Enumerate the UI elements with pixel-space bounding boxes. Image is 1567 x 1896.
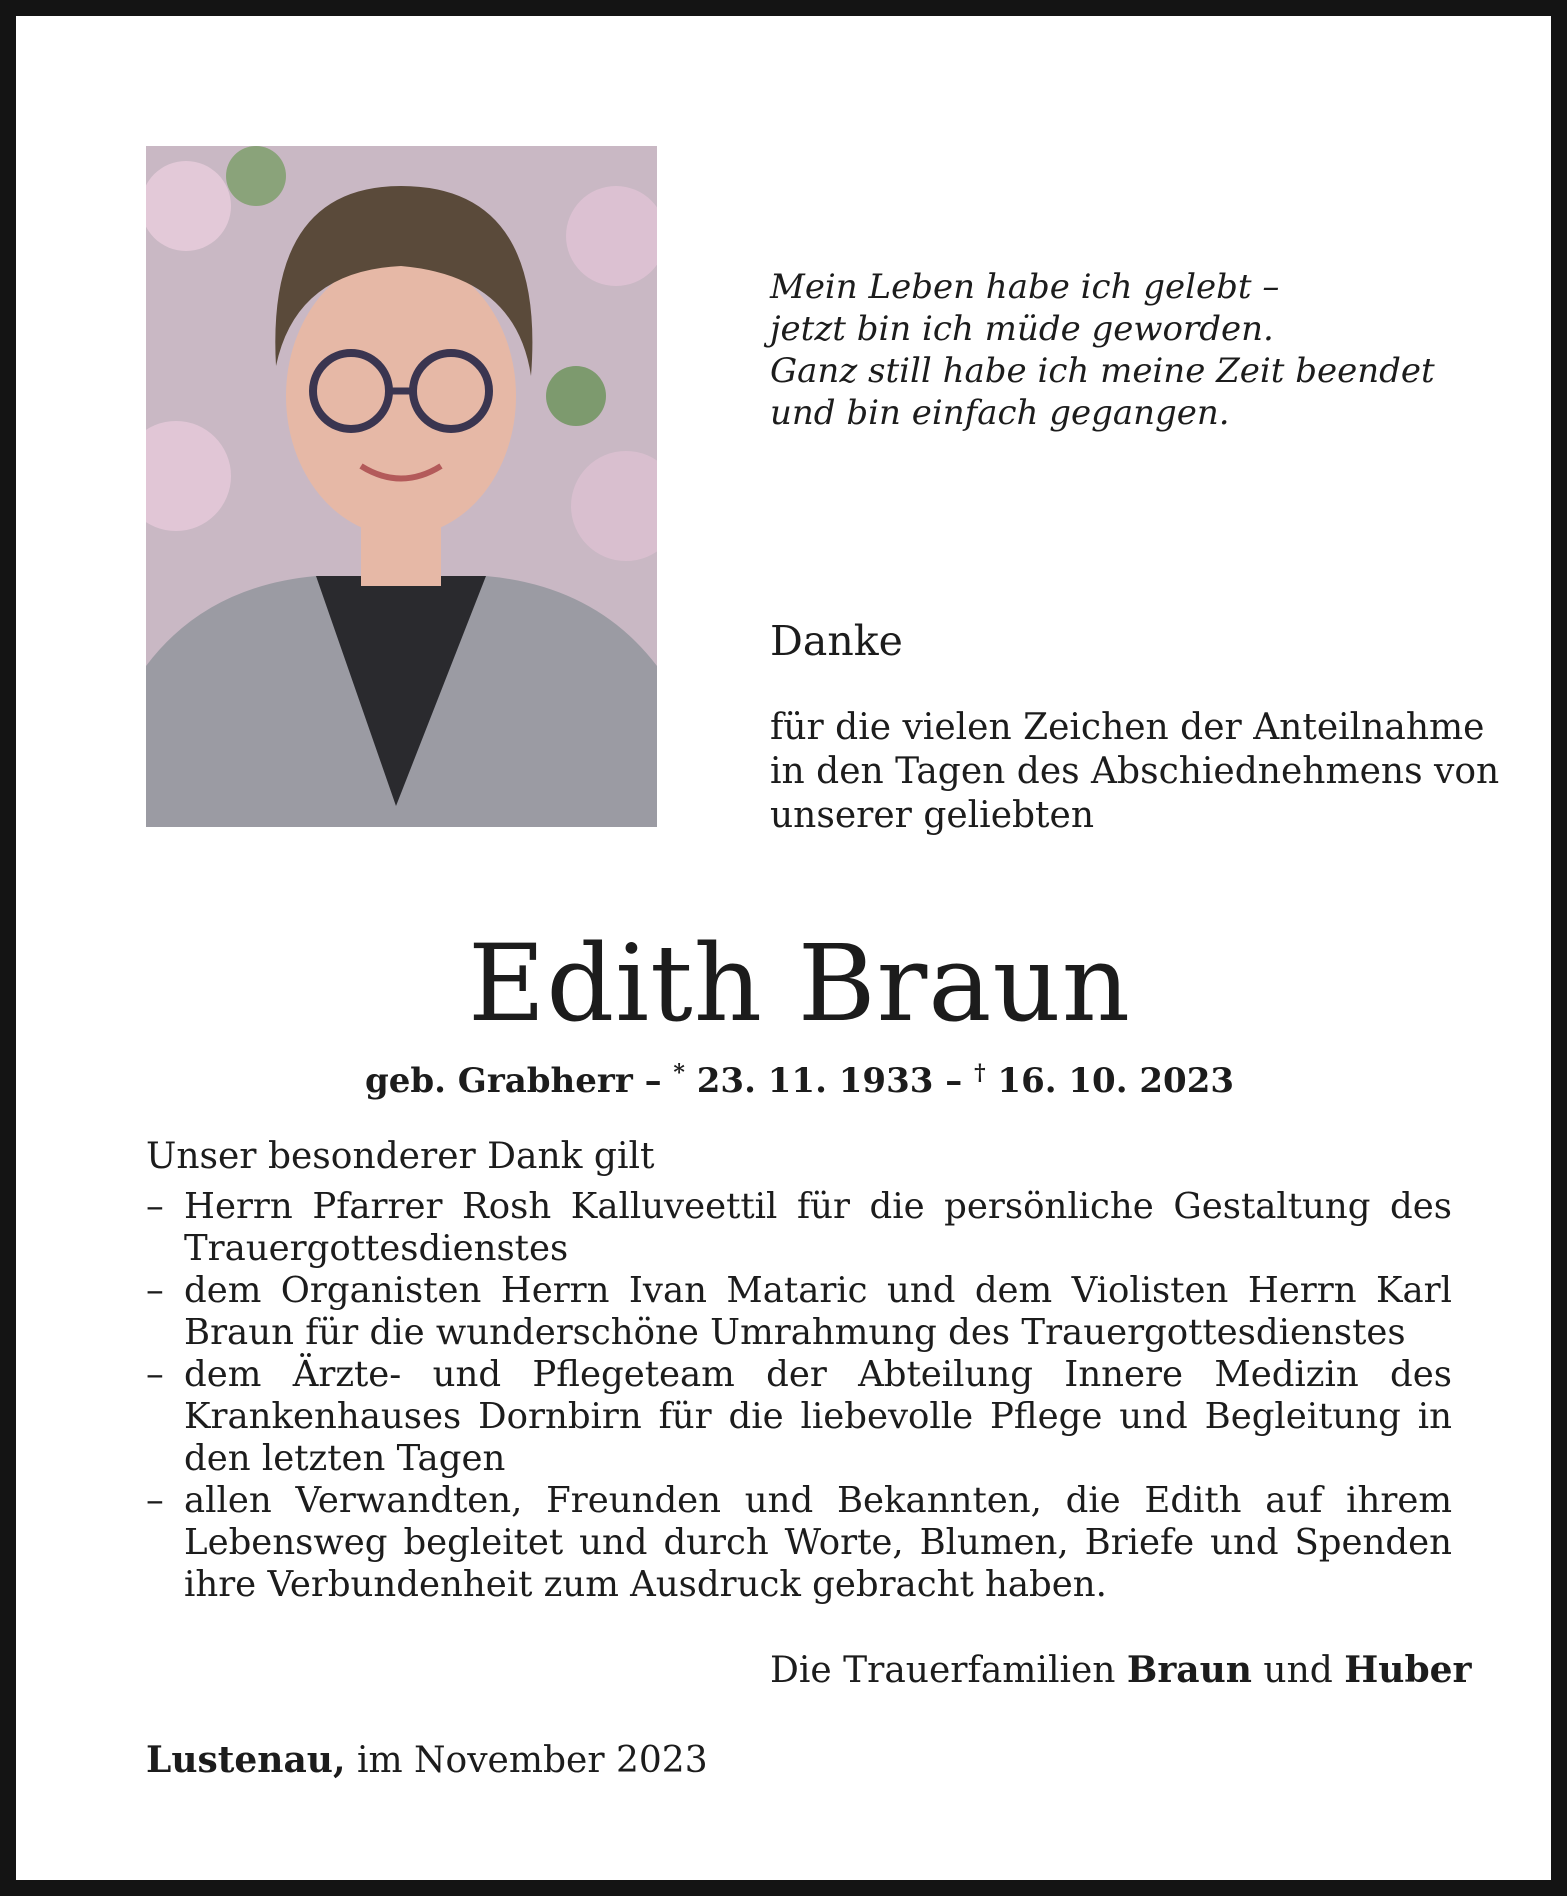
place-name: Lustenau, [146, 1739, 346, 1781]
list-item-text: dem Ärzte- und Pflegeteam der Abteilung Innere Medizin des Krankenhauses Dornbirn für die liebevolle Pflege und Begleitung in den letzten Tagen [184, 1354, 1452, 1479]
place-date [146, 1738, 708, 1783]
family-name: Huber [1344, 1649, 1472, 1691]
publication-date: im November 2023 [345, 1740, 708, 1781]
dash-bullet: – [146, 1354, 164, 1395]
family-name: Braun [1126, 1649, 1252, 1691]
signature-joiner: und [1251, 1650, 1345, 1691]
poem-line: und bin einfach gegangen. [770, 393, 1230, 433]
portrait-photo-icon [146, 146, 657, 827]
intro-line: unserer geliebten [770, 795, 1094, 836]
dash-bullet: – [146, 1186, 164, 1227]
intro-line: in den Tagen des Abschiednehmens von [770, 751, 1500, 792]
maiden-name: geb. Grabherr – [364, 1061, 674, 1101]
dash-bullet: – [146, 1270, 164, 1311]
list-item [146, 1480, 1452, 1606]
list-item-text: Herrn Pfarrer Rosh Kalluveettil für die persönliche Gestaltung des Trauergottesdienstes [184, 1186, 1452, 1269]
birth-star-icon: * [673, 1060, 685, 1086]
list-item [146, 1270, 1452, 1354]
dash-bullet: – [146, 1480, 164, 1521]
poem-line: Mein Leben habe ich gelebt – [770, 267, 1280, 307]
deceased-name: Edith Braun [468, 922, 1131, 1045]
thanks-list [146, 1186, 1452, 1606]
death-date: 16. 10. 2023 [985, 1061, 1235, 1101]
intro-line: für die vielen Zeichen der Anteilnahme [770, 707, 1485, 748]
list-item-text: dem Organisten Herrn Ivan Mataric und dem Violisten Herrn Karl Braun für die wunderschöne Umrahmung des Trauergottesdienstes [184, 1270, 1452, 1353]
list-item [146, 1186, 1452, 1270]
danke-heading: Danke [770, 617, 903, 665]
portrait-photo [146, 146, 657, 827]
family-signature [770, 1648, 1472, 1693]
life-dates [16, 1051, 1567, 1103]
poem [770, 266, 1470, 434]
birth-date: 23. 11. 1933 – [684, 1061, 975, 1101]
thanks-intro [770, 706, 1500, 838]
poem-line: Ganz still habe ich meine Zeit beendet [770, 351, 1435, 391]
list-item [146, 1354, 1452, 1480]
thanks-title: Unser besonderer Dank gilt [146, 1136, 655, 1177]
poem-line: jetzt bin ich müde geworden. [770, 309, 1274, 349]
signature-prefix: Die Trauerfamilien [770, 1650, 1127, 1691]
death-cross-icon: † [974, 1060, 986, 1086]
list-item-text: allen Verwandten, Freunden und Bekannten, die Edith auf ihrem Lebensweg begleitet und durch Worte, Blumen, Briefe und Spenden ihre Verbundenheit zum Ausdruck gebracht haben. [184, 1480, 1452, 1605]
